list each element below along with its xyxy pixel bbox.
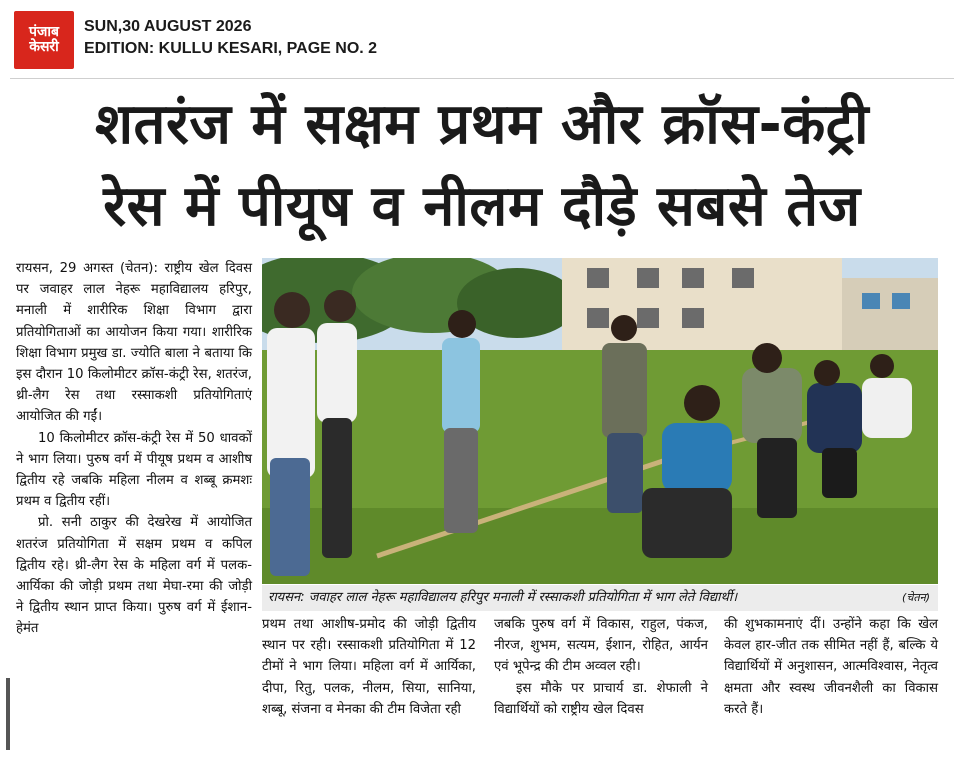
header-divider <box>10 78 954 79</box>
edition-info <box>84 16 377 60</box>
paragraph: इस मौके पर प्राचार्य डा. शेफाली ने विद्यार्थियों को राष्ट्रीय खेल दिवस <box>494 680 708 717</box>
article-column-3 <box>494 614 708 720</box>
paragraph: प्रो. सनी ठाकुर की देखरेख में आयोजित शतरंज प्रतियोगिता में सक्षम प्रथम व कपिल द्वितीय रहे। थ्री-लैग रेस के महिला वर्ग में पलक-आर्यिका की जोड़ी प्रथम तथा मेघा-रमा की जोड़ी ने द्वितीय स्थान प्राप्त किया। पुरुष वर्ग में ईशान-हेमंत <box>16 515 252 637</box>
paragraph: जबकि पुरुष वर्ग में विकास, राहुल, पंकज, नीरज, शुभम, सत्यम, ईशान, रोहित, आर्यन एवं भूपेन्द्र की टीम अव्वल रही। <box>494 617 708 675</box>
logo-line-2: केसरी <box>29 39 59 55</box>
edition-label: EDITION: KULLU KESARI, PAGE NO. 2 <box>84 40 378 57</box>
tug-of-war-photo <box>262 258 938 584</box>
logo-line-1: पंजाब <box>29 23 59 40</box>
paragraph: प्रथम तथा आशीष-प्रमोद की जोड़ी द्वितीय स्थान पर रही। रस्साकशी प्रतियोगिता में 12 टीमों ने भाग लिया। महिला वर्ग में आर्यिका, दीपा, रितु, पलक, नीलम, सिया, सानिया, शब्बू, संजना व मेनका की टीम विजेता रही <box>262 617 476 717</box>
paragraph: रायसन, 29 अगस्त (चेतन): राष्ट्रीय खेल दिवस पर जवाहर लाल नेहरू महाविद्यालय हरिपुर, मनाली में शारीरिक शिक्षा विभाग द्वारा प्रतियोगिताओं का आयोजन किया गया। शारीरिक शिक्षा विभाग प्रमुख डा. ज्योति बाला ने बताया कि इस दौरान 10 किलोमीटर क्रॉस-कंट्री रेस, शतरंज, थ्री-लैग रेस तथा रस्साकशी प्रतियोगिताएं आयोजित की गईं। <box>16 261 252 425</box>
column-marker <box>6 678 10 750</box>
article-column-2 <box>262 614 476 720</box>
article-column-4 <box>724 614 938 720</box>
issue-date: SUN,30 AUGUST 2026 <box>84 18 252 35</box>
headline-line-2: रेस में पीयूष व नीलम दौड़े सबसे तेज <box>103 174 861 239</box>
caption-text: रायसन: जवाहर लाल नेहरू महाविद्यालय हरिपुर मनाली में रस्साकशी प्रतियोगिता में भाग लेते विद्यार्थी। <box>268 590 738 605</box>
paragraph: की शुभकामनाएं दीं। उन्होंने कहा कि खेल केवल हार-जीत तक सीमित नहीं हैं, बल्कि ये विद्यार्थियों में अनुशासन, आत्मविश्वास, नेतृत्व क्षमता और स्वस्थ जीवनशैली का विकास करते हैं। <box>724 617 938 717</box>
photo-credit: (चेतन) <box>902 591 930 604</box>
newspaper-logo <box>14 11 74 69</box>
photo-caption <box>262 585 938 611</box>
article-headline <box>20 84 944 248</box>
masthead <box>0 0 964 76</box>
paragraph: 10 किलोमीटर क्रॉस-कंट्री रेस में 50 धावकों ने भाग लिया। पुरुष वर्ग में पीयूष प्रथम व आशीष द्वितीय रहे जबकि महिला नीलम व शब्बू क्रमशः प्रथम व द्वितीय रहीं। <box>16 430 252 510</box>
article-column-1 <box>16 258 252 640</box>
news-photo <box>262 258 938 584</box>
headline-line-1: शतरंज में सक्षम प्रथम और क्रॉस-कंट्री <box>94 92 870 157</box>
